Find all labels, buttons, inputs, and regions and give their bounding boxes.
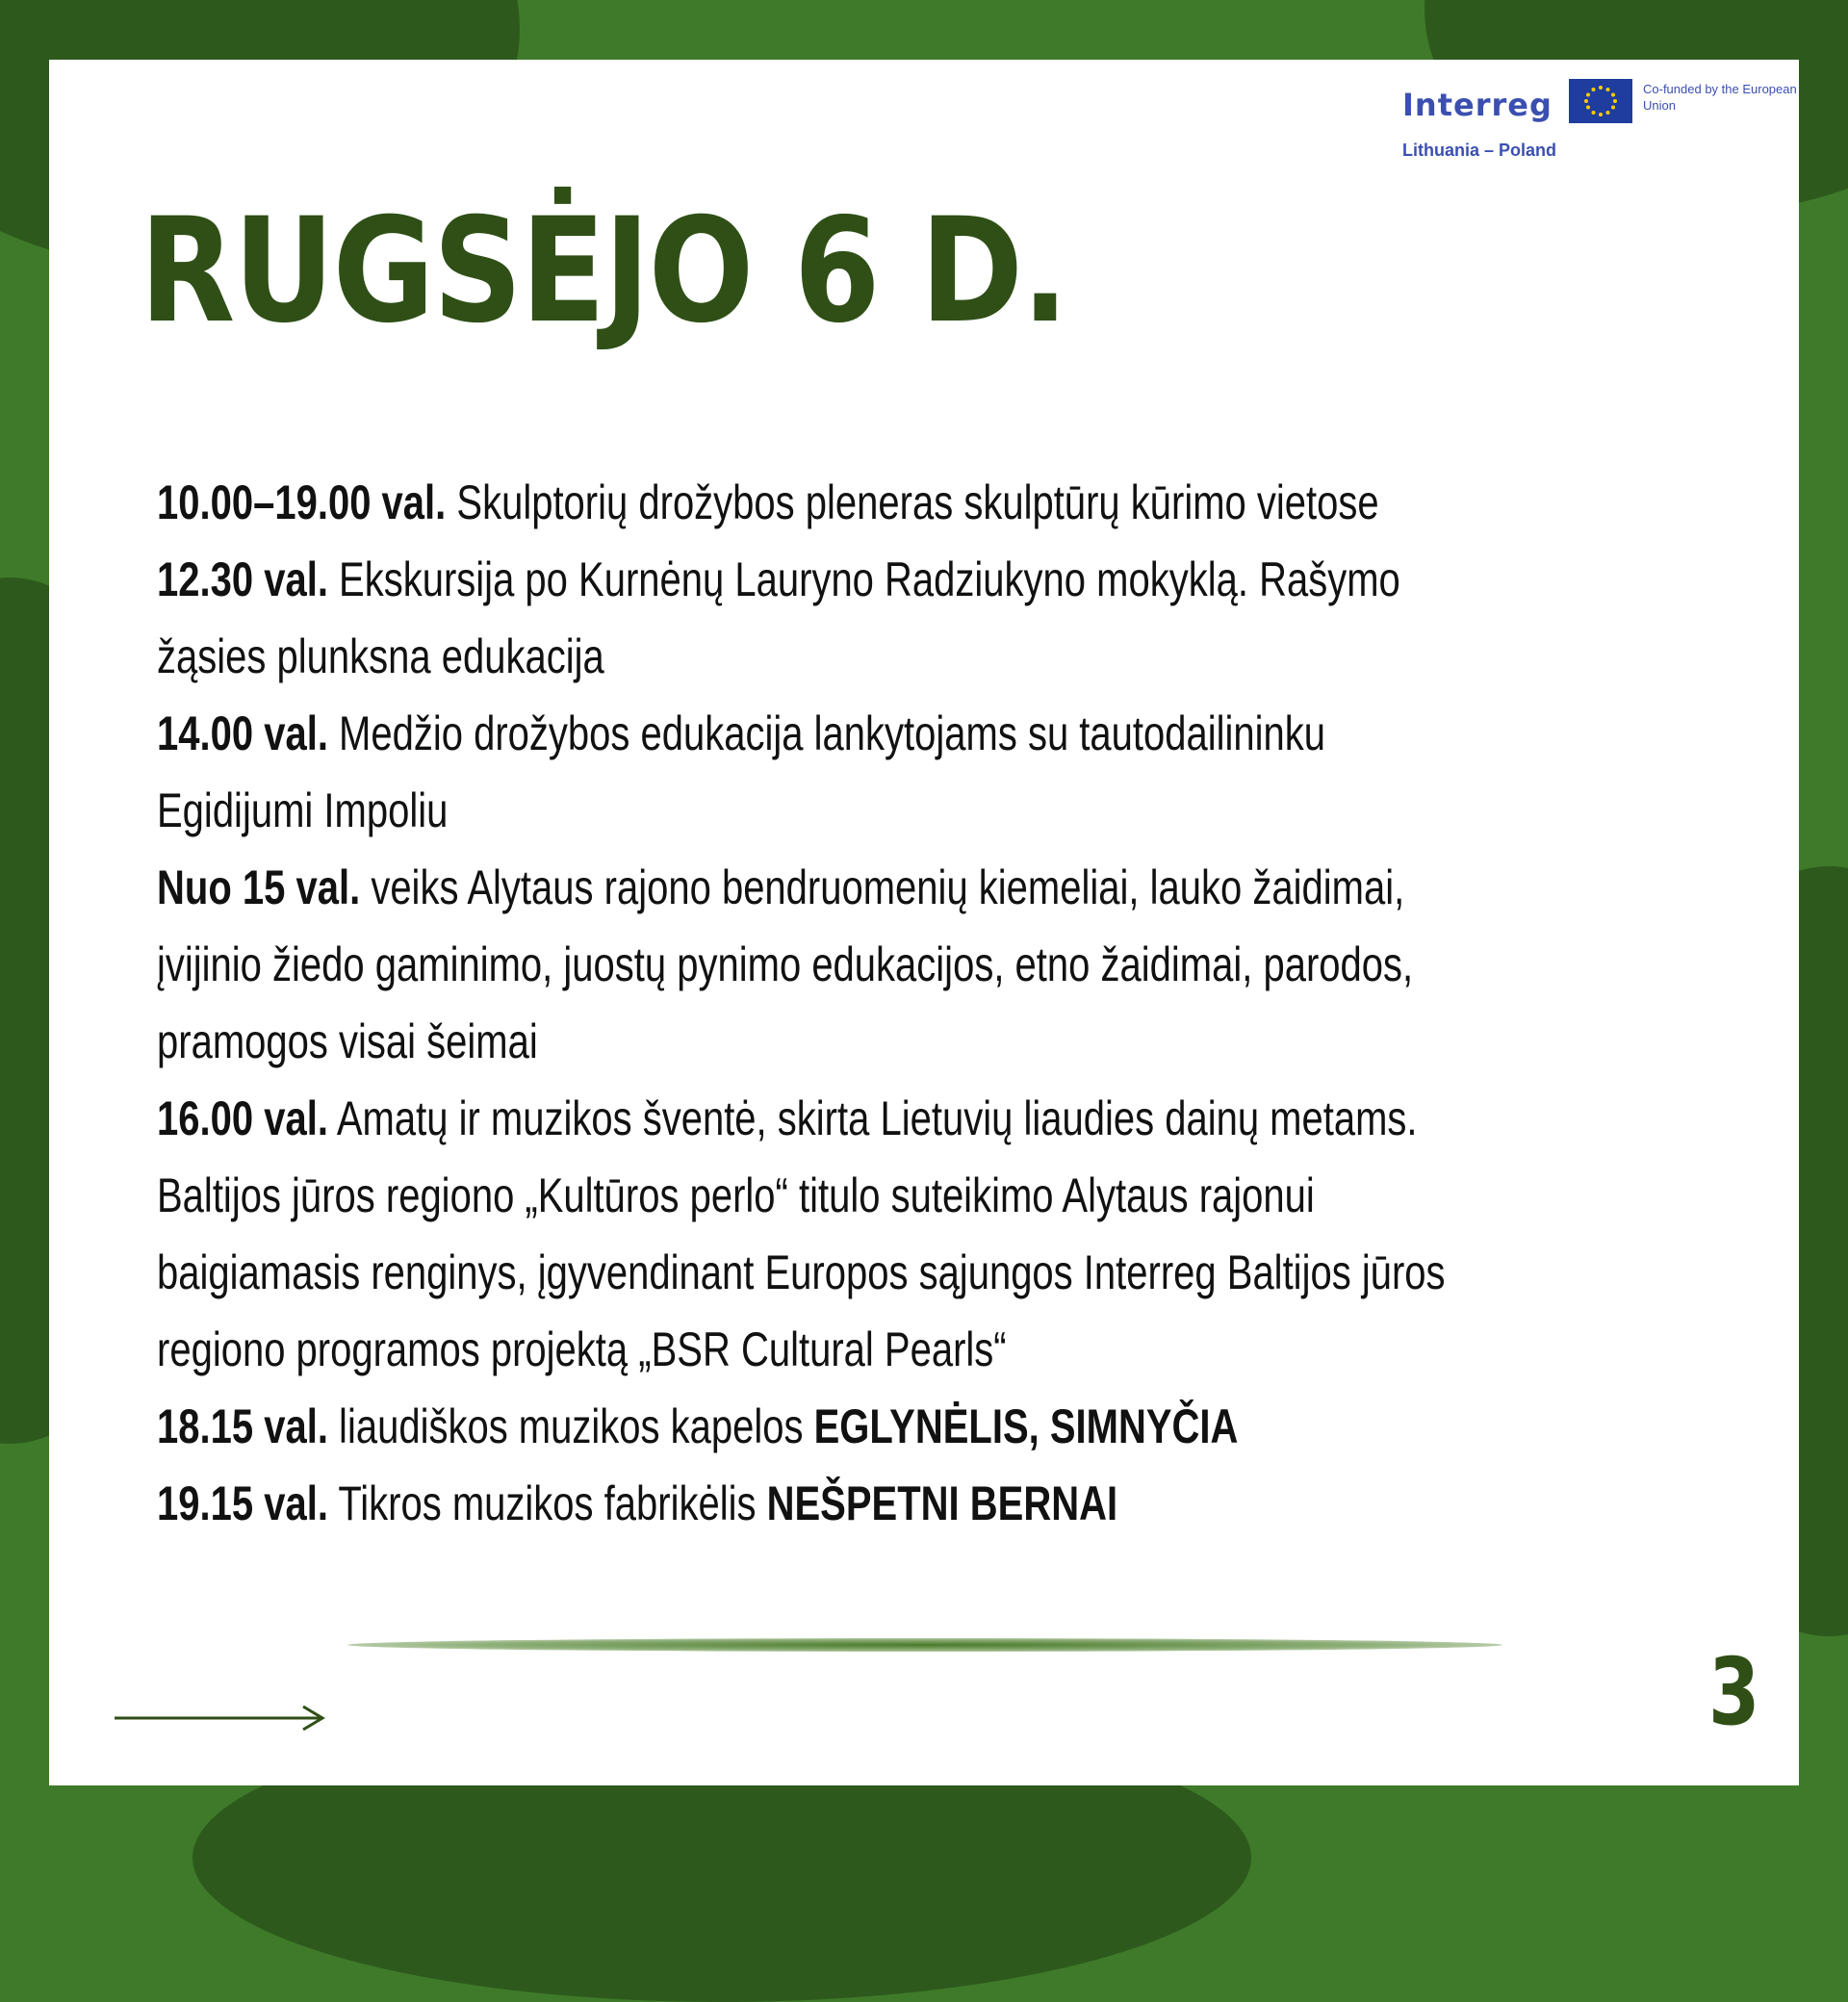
entry-text: liaudiškos muzikos kapelos (327, 1399, 814, 1453)
entry-text: Medžio drožybos edukacija lankytojams su tautodailininku Egidijumi Impoliu (157, 706, 1326, 837)
schedule-entry (157, 1080, 1481, 1388)
eu-cofunded-text: Co-funded by the European Union (1643, 82, 1797, 113)
schedule-entry (157, 1388, 1481, 1465)
entry-time: 19.15 val. (157, 1476, 328, 1530)
entry-text: Skulptorių drožybos pleneras skulptūrų kūrimo vietose (446, 475, 1379, 529)
page-title: RUGSĖJO 6 D. (140, 188, 1067, 355)
schedule-entry (157, 464, 1481, 541)
arrow-right-icon[interactable] (115, 1704, 326, 1732)
entry-time: 18.15 val. (157, 1399, 328, 1453)
content-card (49, 60, 1799, 1785)
logo-region: Lithuania – Poland (1402, 141, 1557, 160)
entry-text: veiks Alytaus rajono bendruomenių kiemeliai, lauko žaidimai, įvijinio žiedo gaminimo, juostų pynimo edukacijos, etno žaidimai, parodos, pramogos visai šeimai (157, 860, 1414, 1068)
schedule-entry (157, 541, 1481, 695)
entry-time: 10.00–19.00 val. (157, 475, 447, 529)
schedule-entry (157, 1465, 1481, 1542)
schedule-entry (157, 849, 1481, 1080)
page-number: 3 (1708, 1638, 1760, 1746)
schedule-list (157, 464, 1481, 1542)
entry-performer: EGLYNĖLIS, SIMNYČIA (813, 1399, 1239, 1453)
entry-time: 14.00 val. (157, 706, 328, 760)
logo-wordmark: Interreg (1402, 87, 1553, 123)
entry-text: Amatų ir muzikos šventė, skirta Lietuvių liaudies dainų metams. Baltijos jūros regiono „Kultūros perlo“ titulo suteikimo Alytaus rajonui baigiamasis renginys, įgyvendinant Europos sąjungos Interreg Baltijos jūros regiono programos projektą „BSR Cultural Pearls“ (157, 1091, 1446, 1376)
schedule-entry (157, 695, 1481, 849)
entry-text: Tikros muzikos fabrikėlis (327, 1476, 767, 1530)
divider-line (347, 1638, 1502, 1652)
entry-time: 12.30 val. (157, 552, 328, 606)
entry-performer: NEŠPETNI BERNAI (766, 1476, 1118, 1530)
entry-text: Ekskursija po Kurnėnų Lauryno Radziukyno mokyklą. Rašymo žąsies plunksna edukacija (157, 552, 1400, 683)
eu-flag-icon (1569, 79, 1632, 123)
entry-time: 16.00 val. (157, 1091, 328, 1145)
entry-time: Nuo 15 val. (157, 860, 361, 914)
interreg-logo (1402, 77, 1797, 173)
